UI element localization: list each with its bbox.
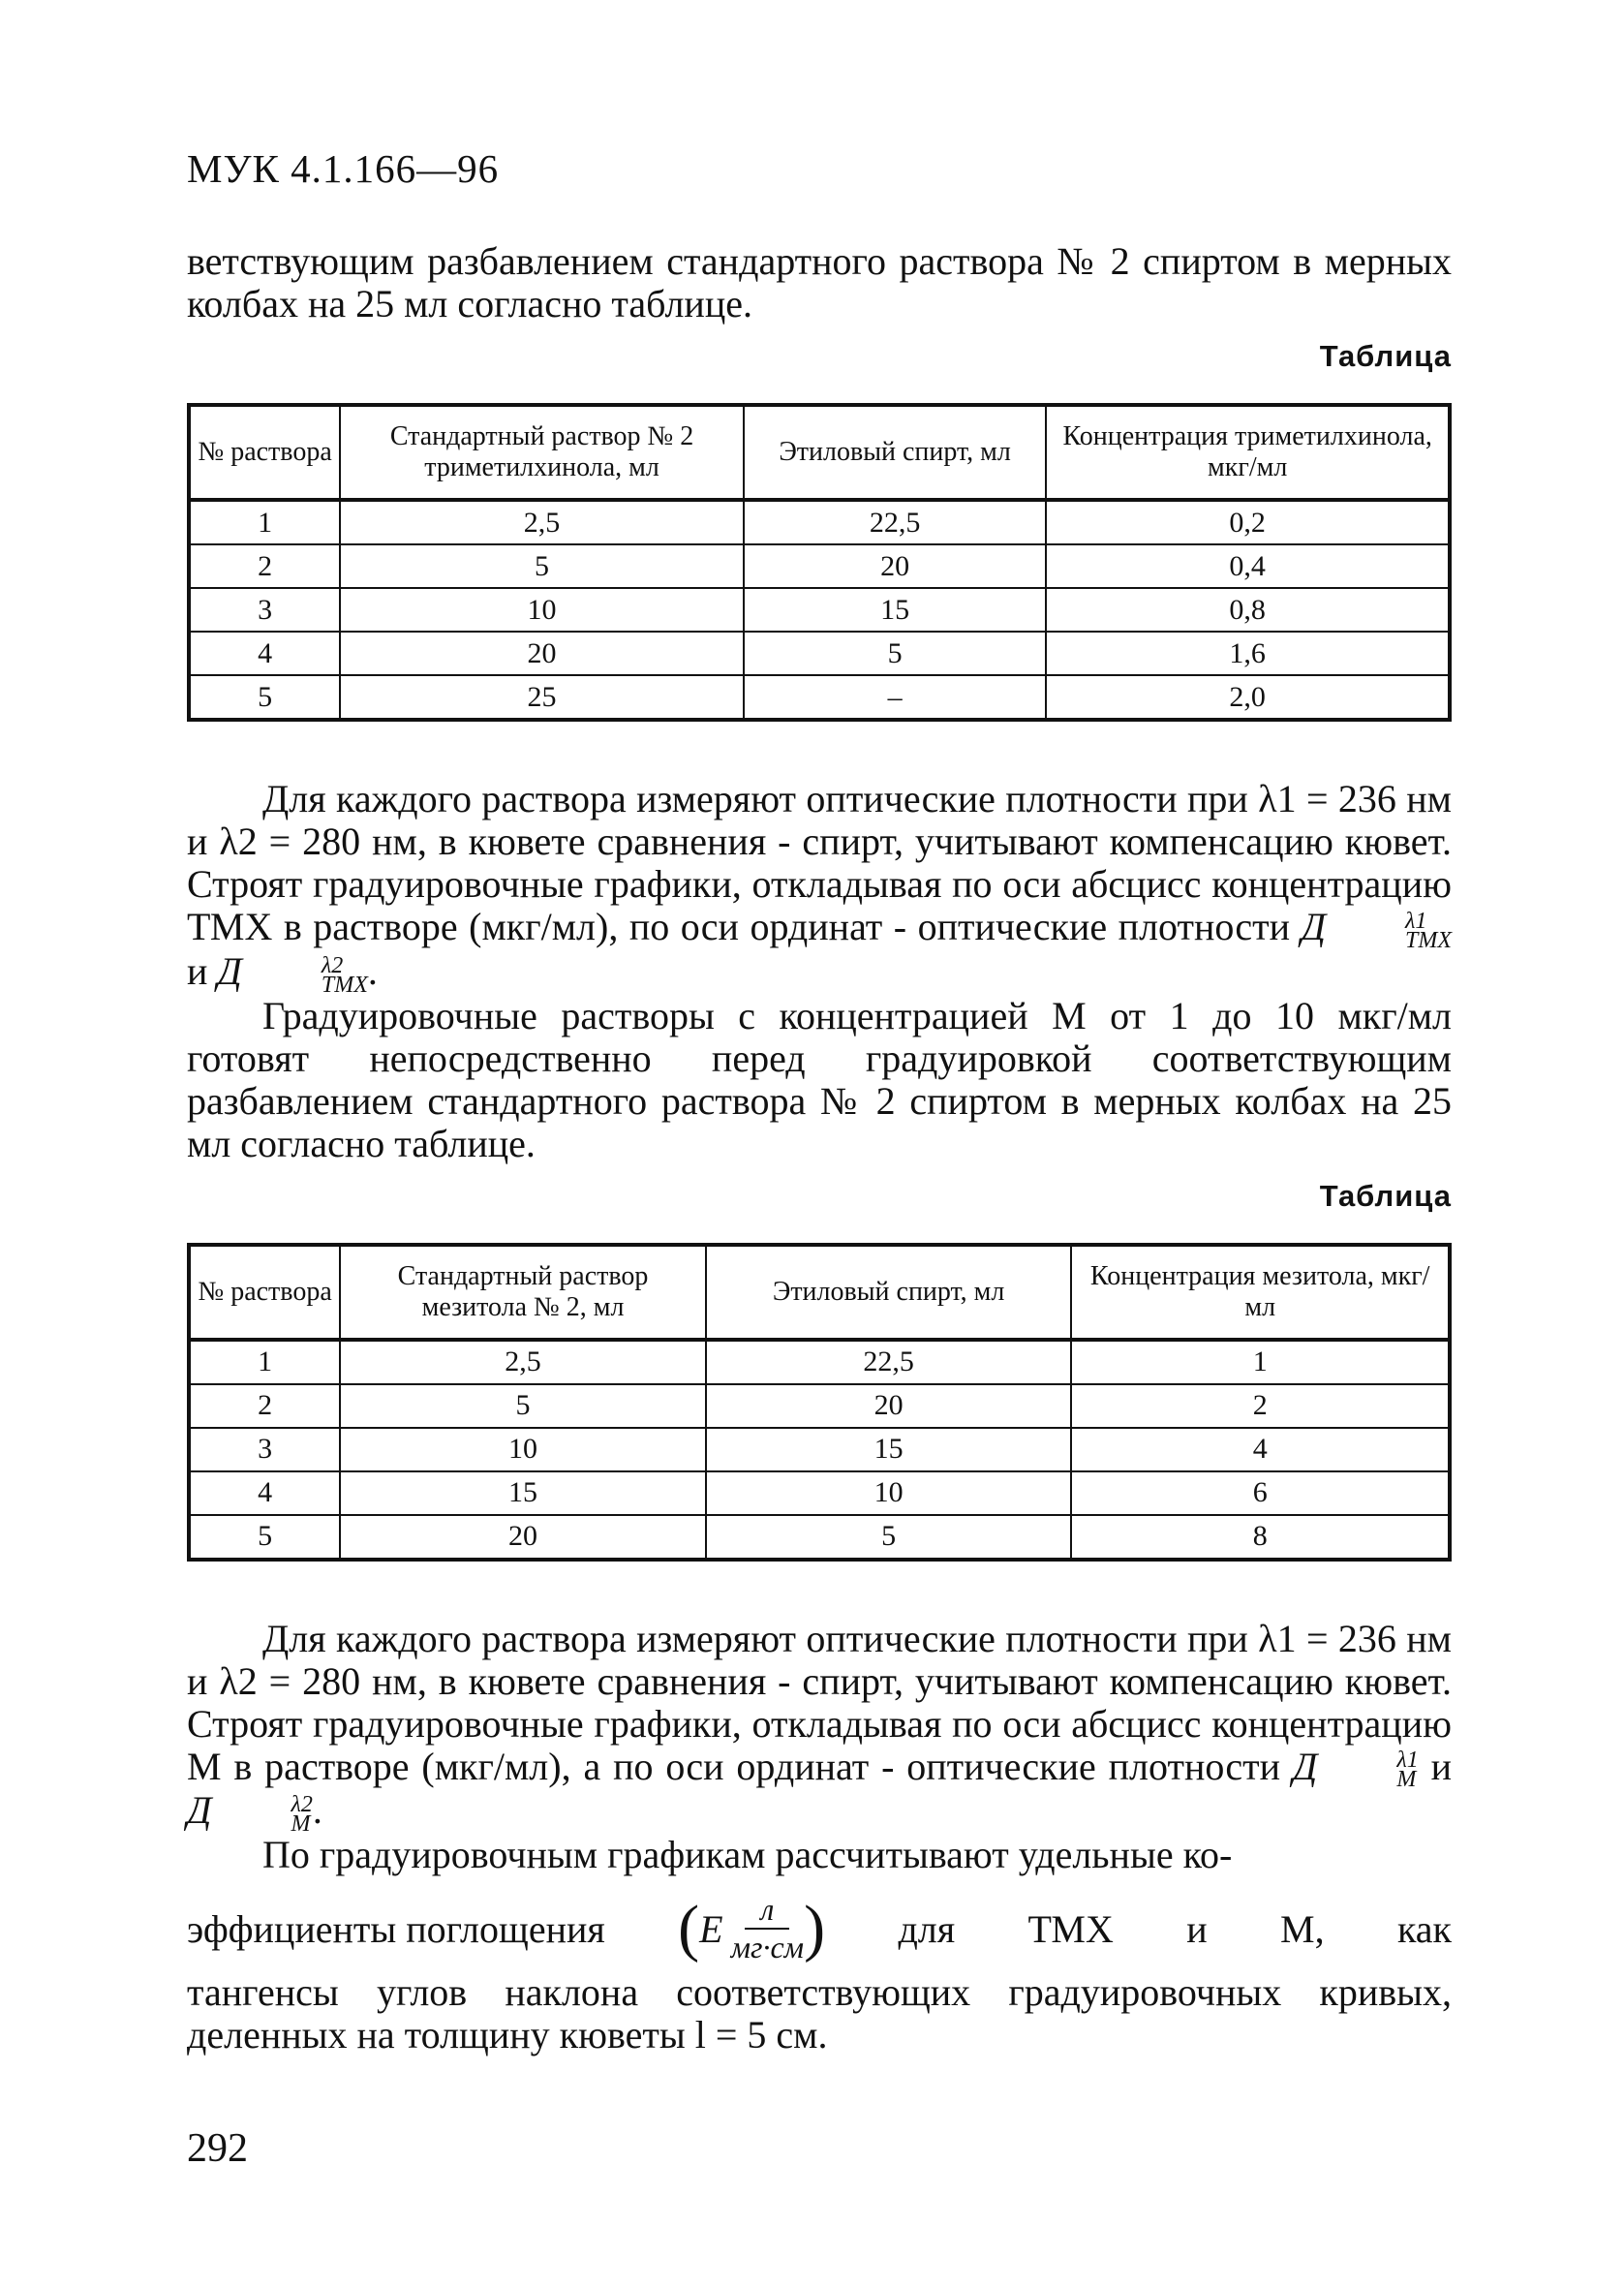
fraction-denominator: мг·см	[730, 1930, 805, 1965]
formula-tail-word: ТМХ	[1027, 1906, 1114, 1951]
column-header: Концентрация мезитола, мкг/мл	[1071, 1245, 1450, 1340]
table-cell: 4	[189, 1471, 340, 1515]
optical-density-symbol: Д λ1 М	[1292, 1744, 1419, 1793]
table-cell: 5	[744, 632, 1046, 675]
column-header: Стандартный раствор мезитола № 2, мл	[340, 1245, 706, 1340]
table-row	[189, 1428, 1450, 1471]
table-cell: 15	[744, 588, 1046, 632]
page-number: 292	[187, 2126, 248, 2171]
table-cell: 15	[340, 1471, 706, 1515]
table-cell: 0,8	[1046, 588, 1450, 632]
column-header: № раствора	[189, 405, 340, 500]
mesitol-table	[187, 1243, 1452, 1562]
table-cell: 20	[744, 544, 1046, 588]
table-row	[189, 544, 1450, 588]
conjunction: и	[1430, 1744, 1453, 1788]
table1-body	[189, 500, 1450, 720]
table-row	[189, 500, 1450, 544]
fraction-numerator: л	[745, 1892, 789, 1930]
paragraph-text: Для каждого раствора измеряют оптические плотности при λ1 = 236 нм и λ2 = 280 нм, в кювете сравнения - спирт, учитывают компенсацию кювет. Строят градуировочные графики, откладывая по оси абсцисс концентрацию М в растворе (мкг/мл), а по оси ординат - оптические плотности	[187, 1616, 1452, 1788]
table-cell: 2,5	[340, 1340, 706, 1384]
table-header-row	[189, 405, 1450, 500]
table2-body	[189, 1340, 1450, 1560]
formula-tail-word: и	[1186, 1906, 1208, 1951]
table-cell: –	[744, 675, 1046, 720]
table-cell: 10	[340, 588, 744, 632]
table-cell: 1	[189, 500, 340, 544]
table-cell: 2	[189, 1384, 340, 1428]
table-row	[189, 1384, 1450, 1428]
table-cell: 3	[189, 1428, 340, 1471]
table-header-row	[189, 1245, 1450, 1340]
table-cell: 8	[1071, 1515, 1450, 1560]
table-cell: 0,2	[1046, 500, 1450, 544]
table-cell: 5	[189, 1515, 340, 1560]
table-cell: 10	[340, 1428, 706, 1471]
table-row	[189, 1340, 1450, 1384]
table-cell: 5	[189, 675, 340, 720]
intro-paragraph: ветствующим разбавлением стандартного раствора № 2 спиртом в мерных колбах на 25 мл согласно таблице.	[187, 239, 1452, 325]
unit-fraction	[731, 1892, 805, 1965]
table-cell: 0,4	[1046, 544, 1450, 588]
table-cell: 1	[189, 1340, 340, 1384]
table-cell: 20	[340, 632, 744, 675]
paragraph-text: Для каждого раствора измеряют оптические плотности при λ1 = 236 нм и λ2 = 280 нм, в кювете сравнения - спирт, учитывают компенсацию кювет. Строят градуировочные графики, откладывая по оси абсцисс концентрацию ТМХ в растворе (мкг/мл), по оси ординат - оптические плотности	[187, 777, 1452, 948]
table-cell: 2,5	[340, 500, 744, 544]
table-cell: 20	[706, 1384, 1072, 1428]
table-cell: 1	[1071, 1340, 1450, 1384]
paragraph-coefficients-line1: По градуировочным графикам рассчитывают удельные ко-	[262, 1833, 1233, 1877]
paragraph-measure-mesitol: Для каждого раствора измеряют оптические плотности при λ1 = 236 нм и λ2 = 280 нм, в кювете сравнения - спирт, учитывают компенсацию кювет. Строят градуировочные графики, откладывая по оси абсцисс концентрацию М в растворе (мкг/мл), а по оси ординат - оптические плотности Д λ1 М и Д λ2 М .	[187, 1616, 1453, 1838]
conjunction: и	[187, 948, 208, 993]
table-cell: 10	[706, 1471, 1072, 1515]
table-cell: 4	[189, 632, 340, 675]
table-row	[189, 1515, 1450, 1560]
table-cell: 2	[189, 544, 340, 588]
table-cell: 5	[340, 1384, 706, 1428]
formula-tail-word: как	[1396, 1906, 1452, 1951]
optical-density-symbol: Д λ1 ТМХ	[1301, 905, 1453, 953]
table-cell: 2,0	[1046, 675, 1450, 720]
formula-E: E	[699, 1906, 723, 1951]
table-cell: 3	[189, 588, 340, 632]
table1-caption: Таблица	[1319, 339, 1452, 373]
table-row	[189, 1471, 1450, 1515]
table-cell: 22,5	[744, 500, 1046, 544]
formula-tail-word: для	[898, 1906, 956, 1951]
table-cell: 25	[340, 675, 744, 720]
formula-lead-text: эффициенты поглощения	[187, 1906, 605, 1951]
table-row	[189, 588, 1450, 632]
document-page	[187, 145, 1452, 2057]
column-header: № раствора	[189, 1245, 340, 1340]
paragraph-mesitol-prep: Градуировочные растворы с концентрацией М от 1 до 10 мкг/мл готовят непосредственно перед градуировкой соответствующим разбавлением стандартного раствора № 2 спиртом в мерных колбах на 25 мл согласно таблице.	[187, 993, 1452, 1165]
column-header: Этиловый спирт, мл	[706, 1245, 1072, 1340]
column-header: Этиловый спирт, мл	[744, 405, 1046, 500]
coefficient-formula-line	[187, 1892, 1452, 1965]
table-cell: 2	[1071, 1384, 1450, 1428]
extinction-coefficient-formula: ( E $\frac{л}{мг\cdot см}$ )	[678, 1892, 826, 1965]
document-header: МУК 4.1.166—96	[187, 146, 500, 191]
table-cell: 6	[1071, 1471, 1450, 1515]
table-row	[189, 675, 1450, 720]
table2-caption: Таблица	[1319, 1178, 1452, 1213]
table-cell: 22,5	[706, 1340, 1072, 1384]
formula-tail-word: М,	[1280, 1906, 1325, 1951]
table-cell: 5	[706, 1515, 1072, 1560]
table-row	[189, 632, 1450, 675]
paragraph-coefficients-line3: тангенсы углов наклона соответствующих градуировочных кривых, деленных на толщину кюветы l = 5 см.	[187, 1970, 1452, 2057]
table-cell: 4	[1071, 1428, 1450, 1471]
table-cell: 5	[340, 544, 744, 588]
table-cell: 15	[706, 1428, 1072, 1471]
trimethylhydroquinone-table	[187, 403, 1452, 722]
column-header: Концентрация триметилхинола, мкг/мл	[1046, 405, 1450, 500]
column-header: Стандартный раствор № 2 триметилхинола, мл	[340, 405, 744, 500]
paragraph-measure-tmx: Для каждого раствора измеряют оптические плотности при λ1 = 236 нм и λ2 = 280 нм, в кювете сравнения - спирт, учитывают компенсацию кювет. Строят градуировочные графики, откладывая по оси абсцисс концентрацию ТМХ в растворе (мкг/мл), по оси ординат - оптические плотности Д λ1 ТМХ и Д λ2 ТМХ .	[187, 777, 1453, 998]
optical-density-symbol: Д λ2 М	[187, 1788, 313, 1838]
optical-density-symbol: Д λ2 ТМХ	[217, 948, 368, 998]
table-cell: 20	[340, 1515, 706, 1560]
table-cell: 1,6	[1046, 632, 1450, 675]
